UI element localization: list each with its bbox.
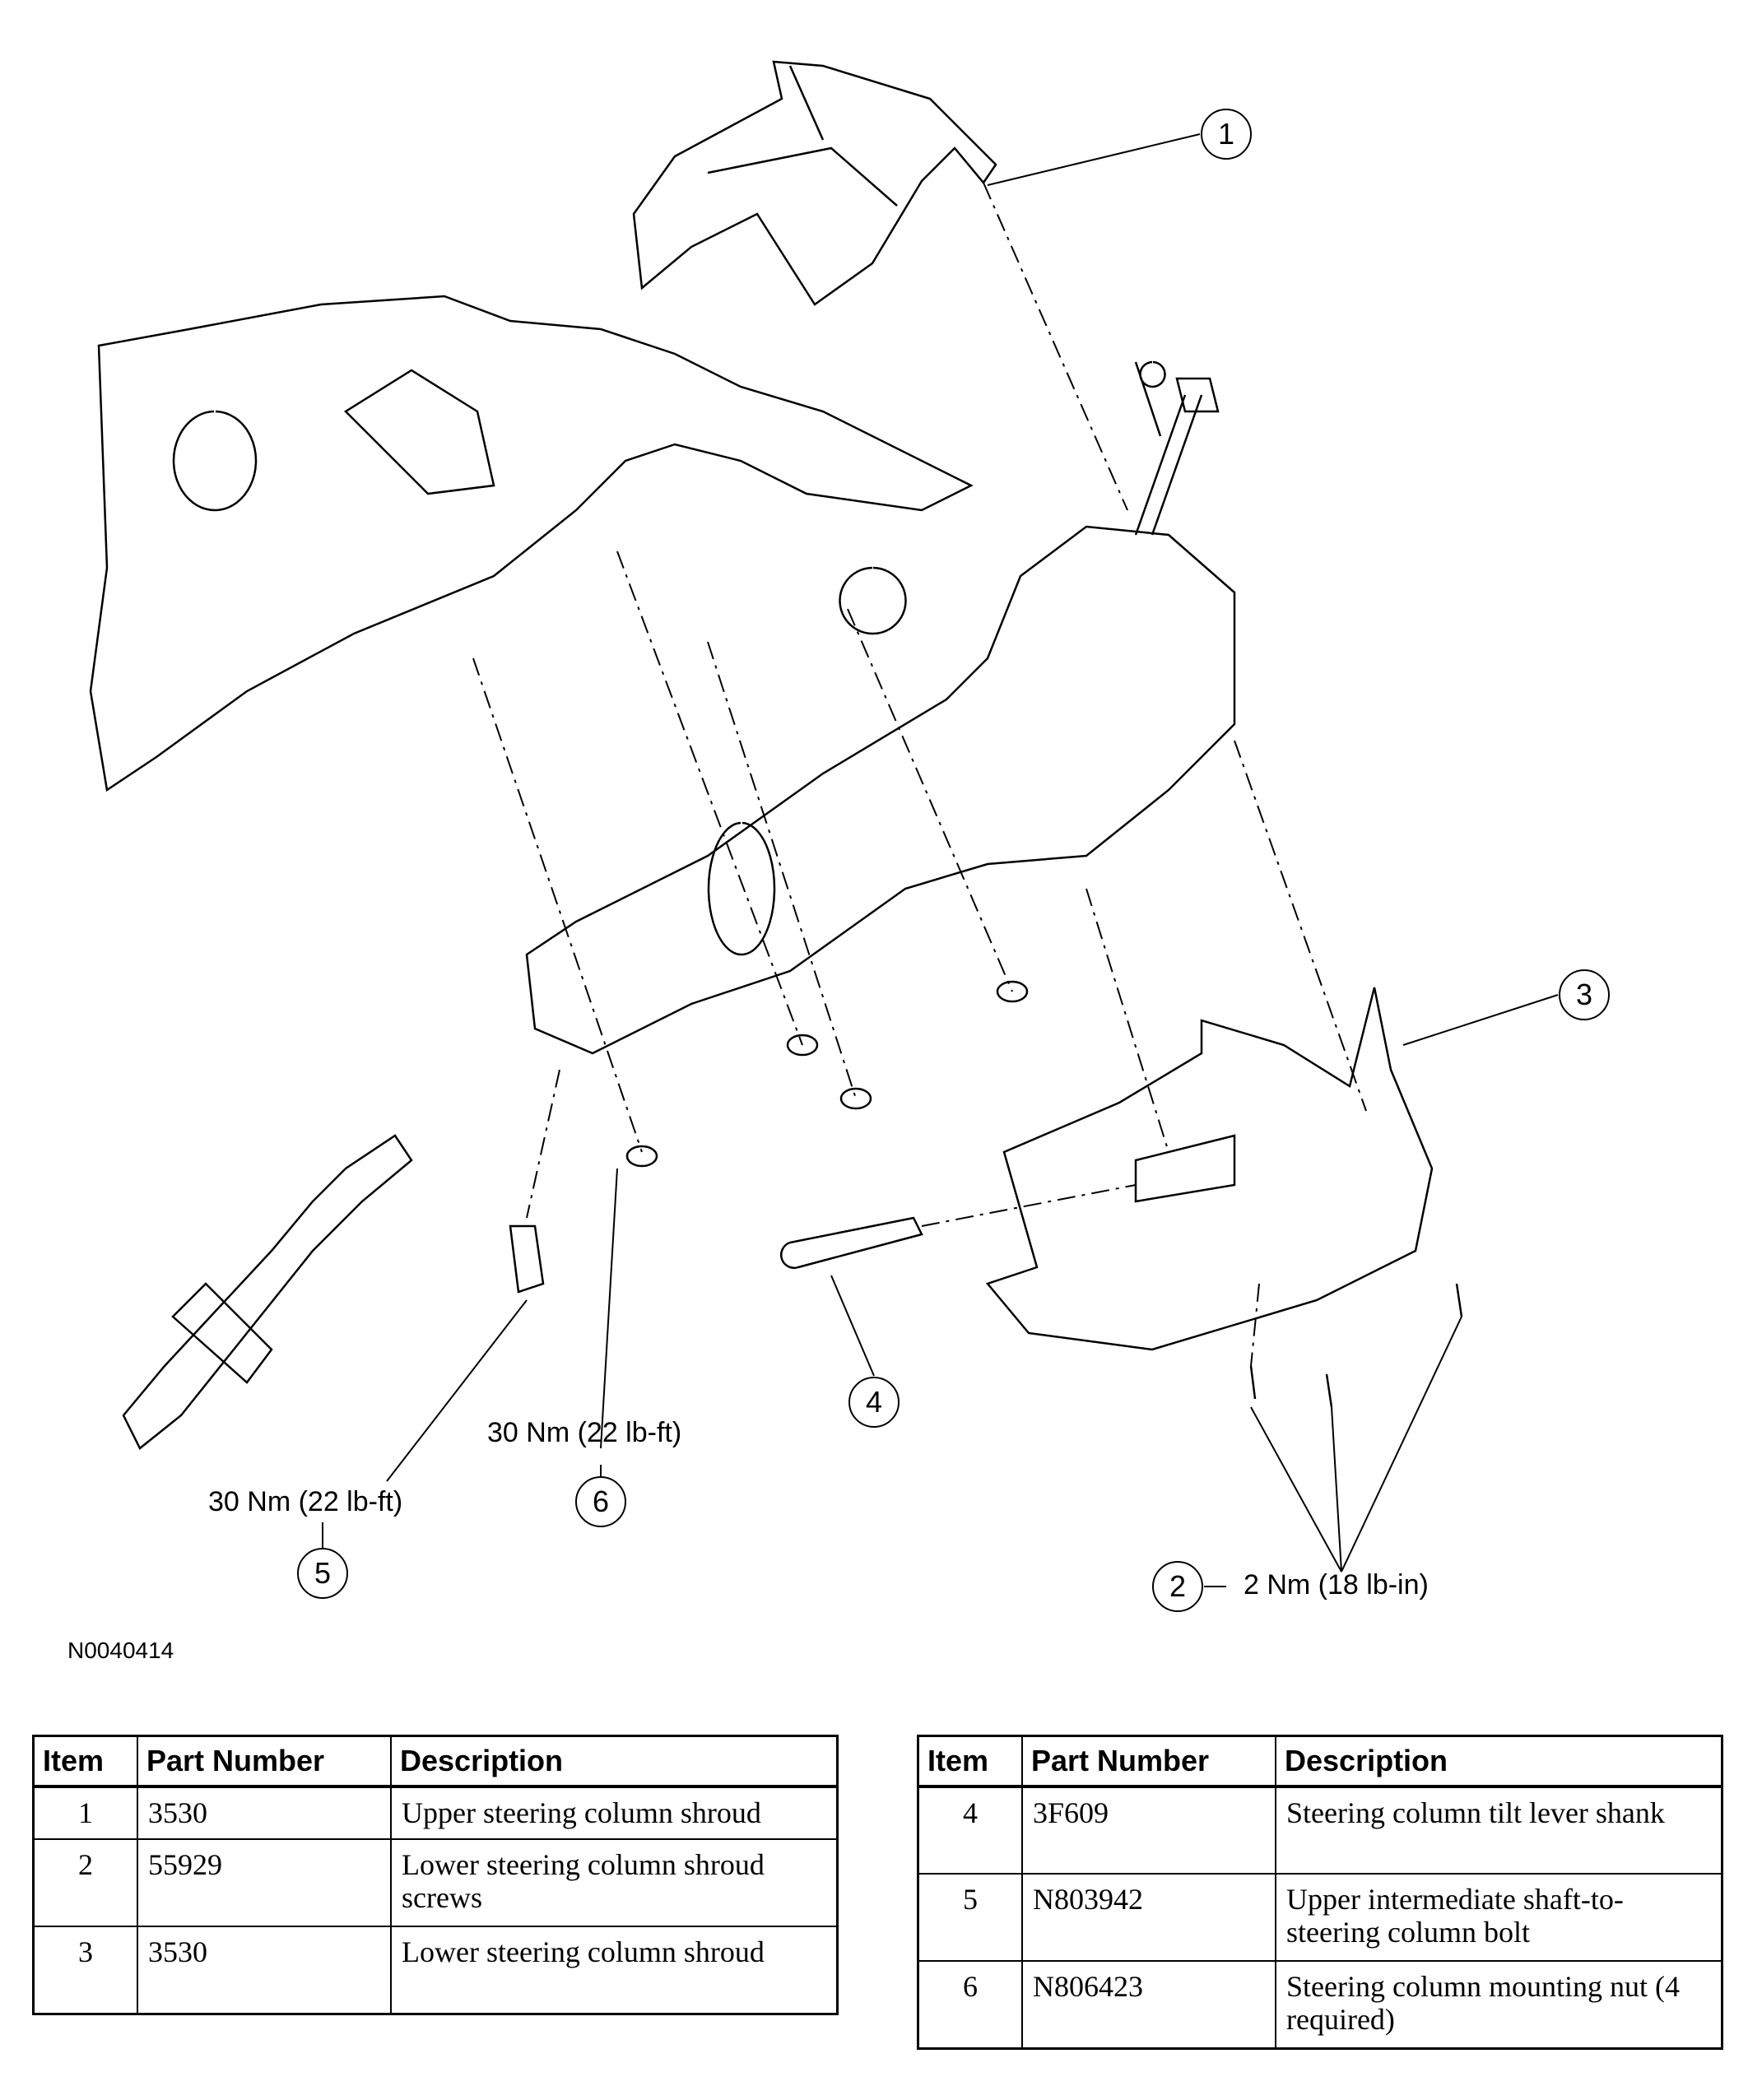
- callout-2: 2: [1152, 1561, 1203, 1612]
- callout-4: 4: [848, 1377, 900, 1428]
- cell-description: Steering column mounting nut (4 required): [1276, 1961, 1722, 2048]
- header-item: Item: [34, 1736, 138, 1787]
- support-bracket-drawing: [91, 296, 971, 790]
- steering-column-drawing: [527, 362, 1234, 1053]
- cell-item: 5: [918, 1874, 1023, 1961]
- cell-item: 3: [34, 1926, 138, 2014]
- intermediate-shaft-drawing: [123, 1136, 411, 1448]
- torque-label-item5: 30 Nm (22 lb-ft): [208, 1486, 403, 1517]
- table-row: [34, 1839, 838, 1926]
- cell-part-number: 3530: [137, 1786, 391, 1839]
- table-row: [918, 1786, 1722, 1874]
- cell-description: Upper steering column shroud: [391, 1786, 838, 1839]
- header-part-number: Part Number: [1022, 1736, 1276, 1787]
- parts-table-left: [32, 1735, 839, 2015]
- callout-3: 3: [1559, 969, 1610, 1020]
- cell-part-number: 55929: [137, 1839, 391, 1926]
- cell-item: 1: [34, 1786, 138, 1839]
- callout-1: 1: [1201, 109, 1252, 160]
- cell-part-number: 3F609: [1022, 1786, 1276, 1874]
- header-item: Item: [918, 1736, 1023, 1787]
- torque-label-item6: 30 Nm (22 lb-ft): [487, 1417, 682, 1448]
- cell-description: Upper intermediate shaft-to-steering column bolt: [1276, 1874, 1722, 1961]
- cell-part-number: 3530: [137, 1926, 391, 2014]
- cell-description: Lower steering column shroud: [391, 1926, 838, 2014]
- torque-label-item2: 2 Nm (18 lb-in): [1244, 1569, 1429, 1601]
- shroud-screws-drawing: [1251, 1284, 1462, 1407]
- callout-5: 5: [297, 1548, 348, 1599]
- header-part-number: Part Number: [137, 1736, 391, 1787]
- header-description: Description: [391, 1736, 838, 1787]
- callout-6: 6: [575, 1476, 626, 1527]
- upper-shroud-drawing: [634, 62, 996, 304]
- table-row: [918, 1961, 1722, 2048]
- cell-part-number: N806423: [1022, 1961, 1276, 2048]
- lower-shroud-drawing: [988, 987, 1432, 1350]
- cell-description: Steering column tilt lever shank: [1276, 1786, 1722, 1874]
- figure-id: N0040414: [67, 1638, 174, 1663]
- cell-item: 6: [918, 1961, 1023, 2048]
- cell-item: 2: [34, 1839, 138, 1926]
- cell-part-number: N803942: [1022, 1874, 1276, 1961]
- table-header-row: [918, 1736, 1722, 1787]
- cell-description: Lower steering column shroud screws: [391, 1839, 838, 1926]
- table-header-row: [34, 1736, 838, 1787]
- tilt-lever-shank-drawing: [781, 1218, 922, 1268]
- cell-item: 4: [918, 1786, 1023, 1874]
- table-row: [34, 1786, 838, 1839]
- parts-table-right: [917, 1735, 1723, 2050]
- table-row: [918, 1874, 1722, 1961]
- bolt-drawing: [510, 1226, 543, 1292]
- header-description: Description: [1276, 1736, 1722, 1787]
- table-row: [34, 1926, 838, 2014]
